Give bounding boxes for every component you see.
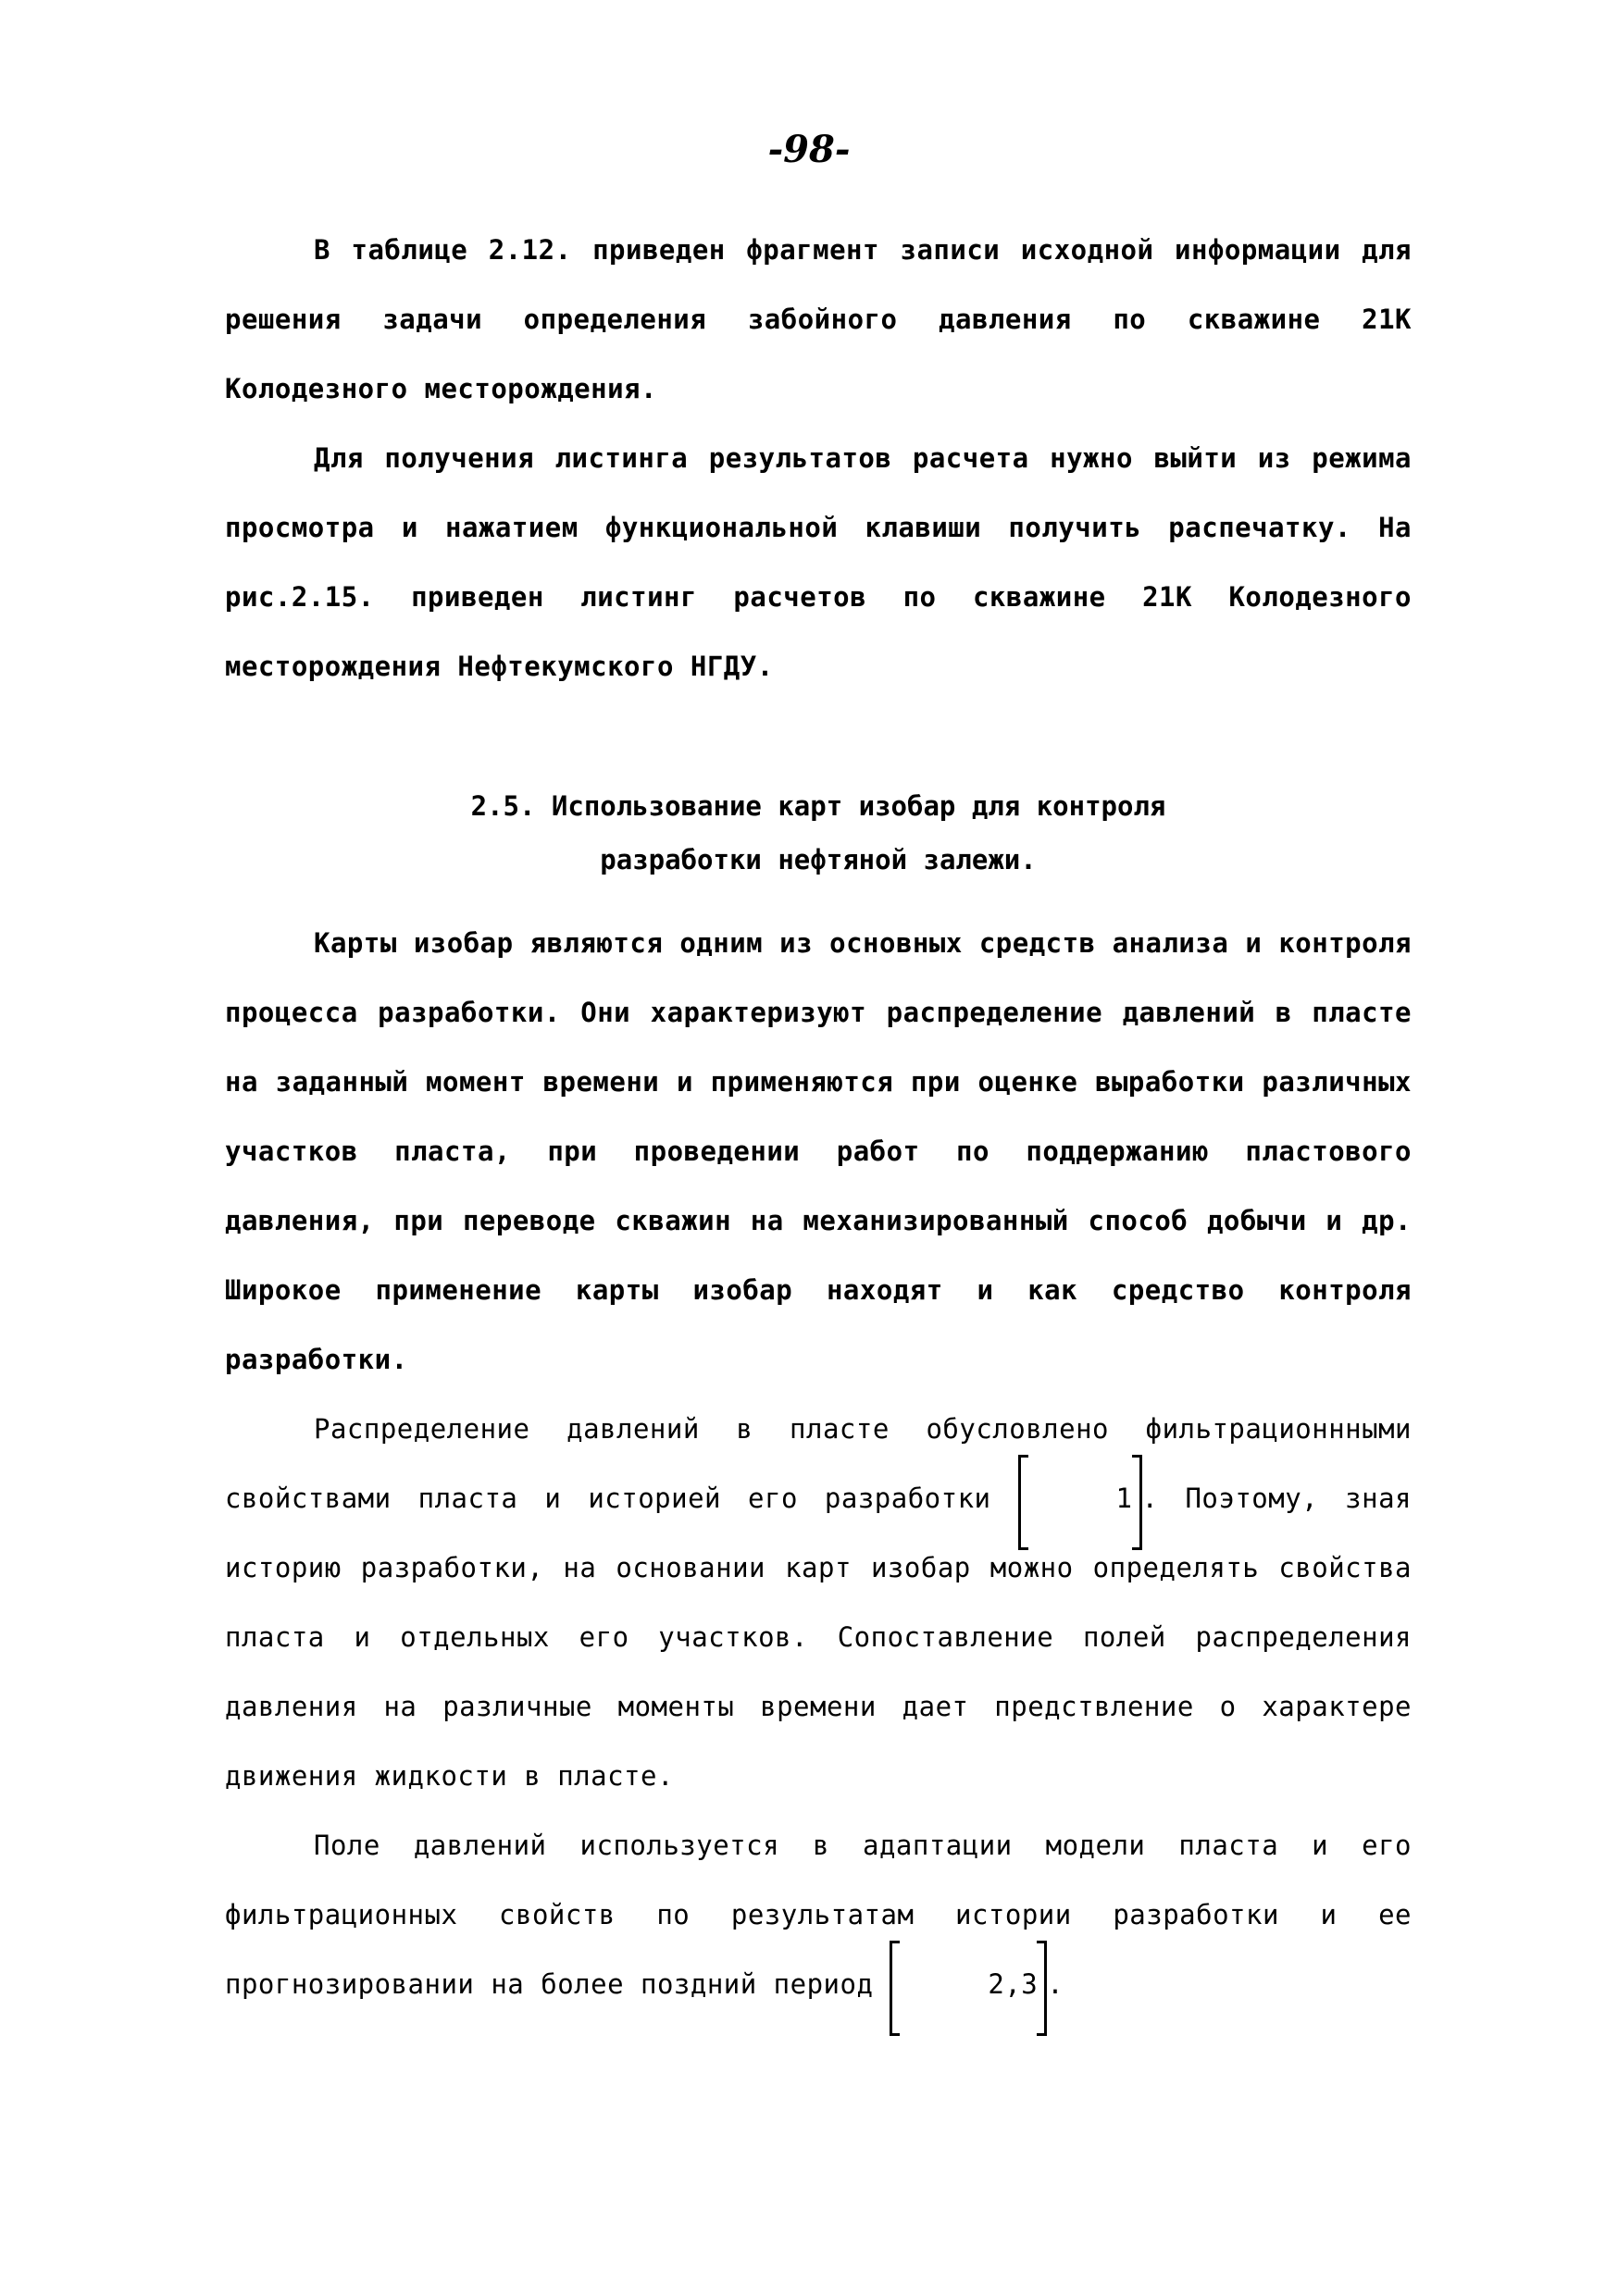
paragraph-pressure-field-text-2: . — [1047, 1968, 1064, 2000]
section-heading — [225, 779, 1412, 887]
paragraph-isobar-maps: Карты изобар являются одним из основных средств анализа и контроля процесса разработки. Они характеризуют распределение давлений в пласте на заданный момент времени и применяются при оценке выработки различных участков пласта, при проведении работ по поддержанию пластового давления, при переводе скважин на механизированный способ добычи и др. Широкое применение карты изобар находят и как средство контроля разработки. — [225, 927, 1412, 1375]
citation-ref-2-3: 2,3 — [890, 1950, 1047, 2019]
paragraph-listing: Для получения листинга результатов расчета нужно выйти из режима просмотра и нажатием функциональной клавиши получить распечатку. На рис.2.15. приведен листинг расчетов по скважине 21К Колодезного месторождения Нефтекумского НГДУ. — [225, 442, 1412, 682]
paragraph-pressure-distribution-text-2: . Поэтому, зная историю разработки, на основании карт изобар можно определять свойства пласта и отдельных его участков. Сопоставление полей распределения давления на различные моменты времени дает предствление о характере движения жидкости в пласте. — [225, 1483, 1412, 1792]
paragraph-pressure-distribution-text: Распределение давлений в пласте обусловлено фильтрационнными свойствами пласта и историей его разработки — [225, 1413, 1412, 1514]
body-text-block — [225, 909, 1412, 2019]
page-number: -98- — [767, 128, 851, 171]
citation-ref-1: 1 — [1018, 1464, 1142, 1533]
section-heading-line-1: 2.5. Использование карт изобар для контроля — [470, 790, 1166, 822]
section-heading-line-2: разработки нефтяной залежи. — [600, 844, 1037, 875]
paragraph-table-reference: В таблице 2.12. приведен фрагмент записи исходной информации для решения задачи определения забойного давления по скважине 21К Колодезного месторождения. — [225, 234, 1412, 404]
paragraph-pressure-field — [225, 1811, 1412, 2019]
top-text-block — [225, 216, 1412, 701]
paragraph-pressure-distribution — [225, 1395, 1412, 1811]
paragraph-pressure-field-text: Поле давлений используется в адаптации модели пласта и его фильтрационных свойств по результатам истории разработки и ее прогнозировании на более поздний период — [225, 1830, 1412, 2000]
